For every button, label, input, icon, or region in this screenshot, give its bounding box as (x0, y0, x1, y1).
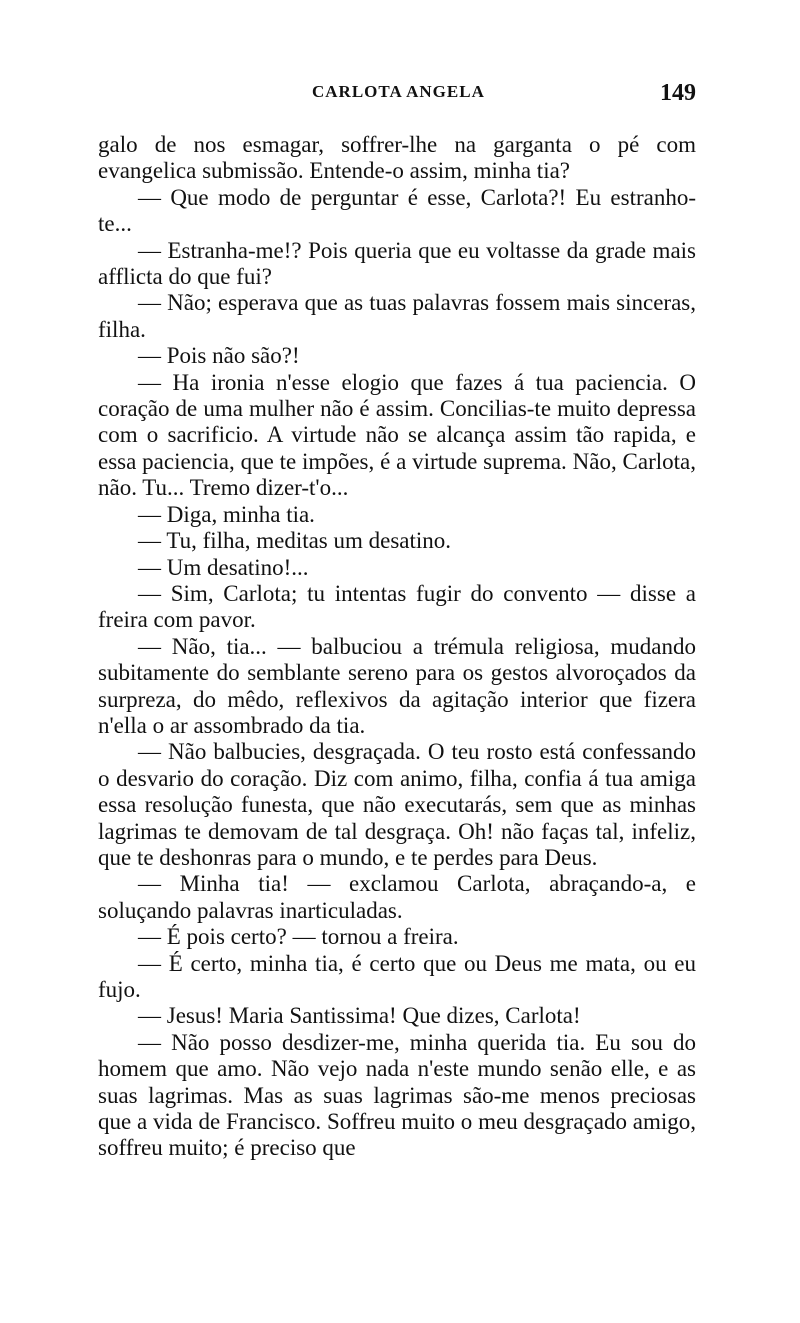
paragraph: — Não posso desdizer-me, minha querida tia. Eu sou do homem que amo. Não vejo nada n'este mundo senão elle, e as suas lagrimas. Mas as suas lagrimas são-me menos preciosas que a vida de Francisco. Soffreu muito o meu desgraçado amigo, soffreu muito; é preciso que (98, 1029, 696, 1161)
paragraph: — Não; esperava que as tuas palavras fossem mais sinceras, filha. (98, 290, 696, 342)
paragraph: — Sim, Carlota; tu intentas fugir do convento — disse a freira com pavor. (98, 580, 696, 633)
paragraph: — Pois não são?! (138, 343, 300, 369)
body-text (98, 132, 696, 1162)
paragraph: — Diga, minha tia. (138, 501, 315, 527)
page-number: 149 (660, 80, 696, 106)
paragraph: — Que modo de perguntar é esse, Carlota?! Eu estranho-te... (98, 184, 696, 237)
paragraph: galo de nos esmagar, soffrer-lhe na garganta o pé com evangelica submissão. Entende-o assim, minha tia? (98, 132, 696, 184)
paragraph: — Tu, filha, meditas um desatino. (138, 528, 452, 554)
paragraph: — Não, tia... — balbuciou a trémula religiosa, mudando subitamente do semblante sereno para os gestos alvoroçados da surpreza, do mêdo, reflexivos da agitação interior que fizera n'ella o ar assombrado da tia. (98, 633, 696, 738)
paragraph: — É pois certo? — tornou a freira. (138, 924, 459, 950)
paragraph: — Jesus! Maria Santissima! Que dizes, Carlota! (138, 1003, 581, 1029)
paragraph: — Não balbucies, desgraçada. O teu rosto está confessando o desvario do coração. Diz com animo, filha, confia á tua amiga essa resolução funesta, que não executarás, sem que as minhas lagrimas te demovam de tal desgraça. Oh! não faças tal, infeliz, que te deshonras para o mundo, e te perdes para Deus. (98, 739, 696, 870)
paragraph: — É certo, minha tia, é certo que ou Deus me mata, ou eu fujo. (98, 950, 696, 1002)
running-title: CARLOTA ANGELA (312, 82, 485, 101)
paragraph: — Estranha-me!? Pois queria que eu voltasse da grade mais afflicta do que fui? (98, 237, 696, 290)
paragraph: — Um desatino!... (138, 554, 309, 580)
paragraph: — Ha ironia n'esse elogio que fazes á tua paciencia. O coração de uma mulher não é assim. Concilias-te muito depressa com o sacrificio. A virtude não se alcança assim tão rapida, e essa paciencia, que te impões, é a virtude suprema. Não, Carlota, não. Tu... Tremo dizer-t'o... (98, 369, 696, 501)
paragraph: — Minha tia! — exclamou Carlota, abraçando-a, e soluçando palavras inarticuladas. (98, 871, 696, 923)
page-header (98, 80, 698, 106)
